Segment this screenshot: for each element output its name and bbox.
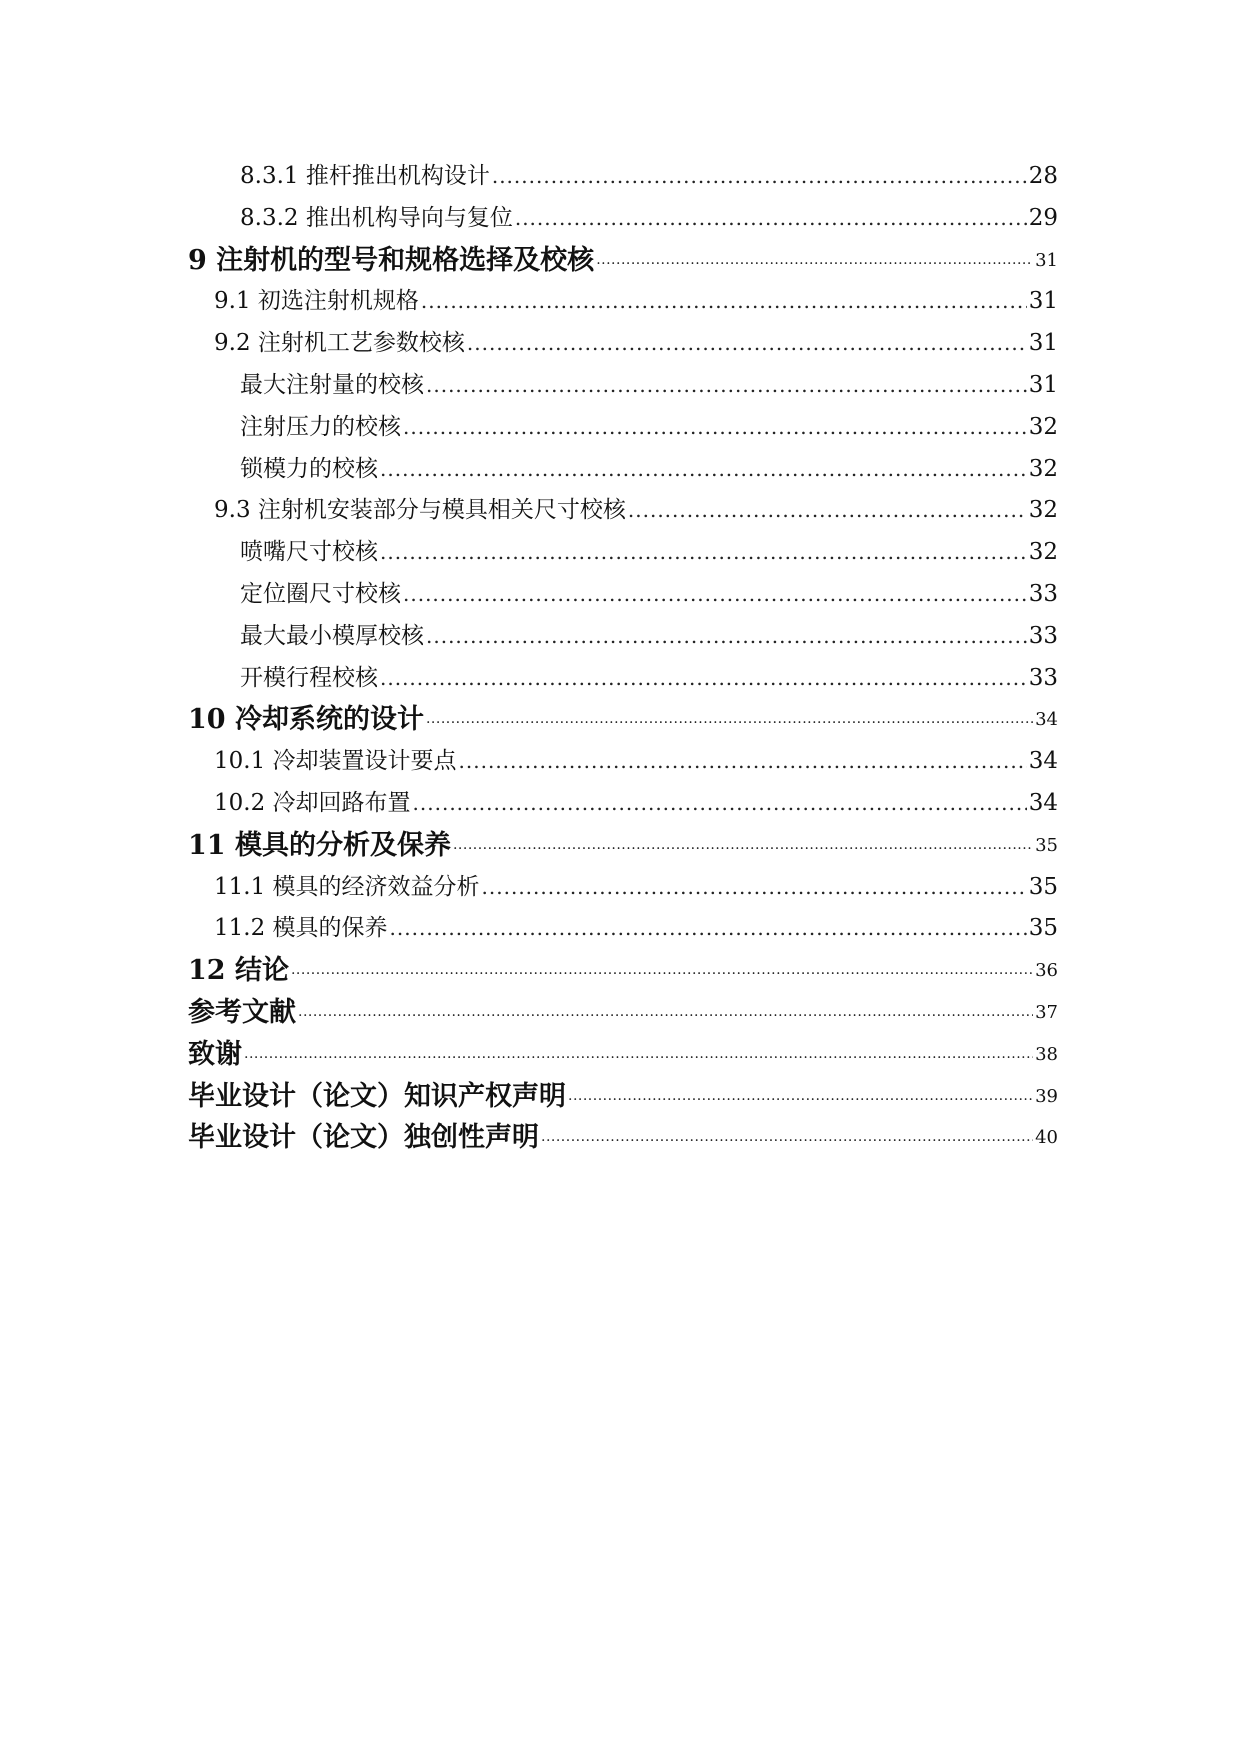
toc-chapter-entry[interactable]	[188, 1076, 1058, 1118]
toc-section-entry[interactable]	[188, 867, 1058, 909]
toc-page-number: 33	[1028, 664, 1058, 691]
toc-chapter-entry[interactable]	[188, 992, 1058, 1034]
toc-section-label: 9.1 初选注射机规格	[214, 288, 419, 315]
toc-chapter-label: 参考文献	[188, 996, 296, 1028]
dot-leader	[380, 532, 1027, 574]
dot-leader	[390, 908, 1027, 950]
toc-entry-label: 注射压力的校核	[240, 413, 401, 440]
toc-page-number: 32	[1028, 539, 1058, 566]
toc-entry-label: 喷嘴尺寸校核	[240, 539, 378, 566]
dot-leader	[413, 783, 1027, 825]
dot-leader	[403, 407, 1027, 449]
toc-page-number: 35	[1028, 873, 1058, 900]
dot-leader	[244, 1034, 1033, 1076]
toc-page-number: 34	[1035, 709, 1058, 731]
dot-leader	[426, 616, 1027, 658]
toc-section-entry[interactable]	[188, 281, 1058, 323]
toc-entry-label: 最大注射量的校核	[240, 371, 424, 398]
toc-page-number: 32	[1028, 413, 1058, 440]
dot-leader	[403, 574, 1027, 616]
toc-section-label: 10.2 冷却回路布置	[214, 789, 411, 816]
toc-page-number: 36	[1035, 960, 1058, 982]
toc-page-number: 28	[1028, 163, 1058, 189]
dot-leader	[568, 1076, 1033, 1118]
dot-leader	[492, 156, 1027, 198]
toc-page-number: 34	[1028, 748, 1058, 775]
toc-page-number: 32	[1028, 497, 1058, 524]
dot-leader	[482, 867, 1027, 909]
dot-leader	[467, 323, 1027, 365]
dot-leader	[380, 658, 1027, 700]
toc-page-number: 39	[1035, 1085, 1058, 1107]
dot-leader	[426, 699, 1033, 741]
toc-entry[interactable]	[188, 658, 1058, 700]
dot-leader	[541, 1117, 1033, 1159]
toc-entry[interactable]	[188, 365, 1058, 407]
toc-entry[interactable]	[188, 449, 1058, 491]
dot-leader	[380, 449, 1027, 491]
toc-section-label: 11.2 模具的保养	[214, 915, 388, 942]
toc-page-number: 31	[1028, 371, 1058, 398]
toc-chapter-label: 11 模具的分析及保养	[188, 829, 451, 861]
toc-entry-label: 开模行程校核	[240, 664, 378, 691]
toc-page-number: 31	[1028, 330, 1058, 357]
toc-page-number: 40	[1035, 1127, 1058, 1149]
toc-page-number: 35	[1035, 834, 1058, 856]
toc-chapter-entry[interactable]	[188, 1117, 1058, 1159]
toc-entry[interactable]	[188, 616, 1058, 658]
dot-leader	[426, 365, 1027, 407]
dot-leader	[515, 198, 1027, 240]
toc-section-label: 10.1 冷却装置设计要点	[214, 748, 457, 775]
toc-page-number: 35	[1028, 915, 1058, 942]
toc-page-number: 31	[1035, 249, 1058, 271]
dot-leader	[596, 240, 1033, 282]
toc-entry[interactable]	[188, 407, 1058, 449]
toc-chapter-label: 10 冷却系统的设计	[188, 704, 424, 736]
toc-chapter-entry[interactable]	[188, 950, 1058, 992]
toc-page-number: 34	[1028, 789, 1058, 816]
toc-chapter-entry[interactable]	[188, 699, 1058, 741]
toc-entry[interactable]	[188, 156, 1058, 198]
dot-leader	[298, 992, 1033, 1034]
dot-leader	[421, 281, 1027, 323]
toc-section-entry[interactable]	[188, 490, 1058, 532]
toc-chapter-label: 9 注射机的型号和规格选择及校核	[188, 244, 595, 276]
toc-entry-label: 定位圈尺寸校核	[240, 580, 401, 607]
toc-chapter-entry[interactable]	[188, 1034, 1058, 1076]
toc-section-entry[interactable]	[188, 783, 1058, 825]
toc-entry[interactable]	[188, 198, 1058, 240]
toc-section-label: 9.2 注射机工艺参数校核	[214, 330, 465, 357]
dot-leader	[628, 490, 1027, 532]
dot-leader	[453, 825, 1033, 867]
toc-entry-label: 锁模力的校核	[240, 455, 378, 482]
toc-page-number: 33	[1028, 580, 1058, 607]
toc-entry-label: 最大最小模厚校核	[240, 622, 424, 649]
toc-chapter-label: 12 结论	[188, 955, 289, 987]
dot-leader	[459, 741, 1027, 783]
toc-entry[interactable]	[188, 574, 1058, 616]
toc-page-number: 37	[1035, 1001, 1058, 1023]
toc-entry[interactable]	[188, 532, 1058, 574]
toc-page-number: 33	[1028, 622, 1058, 649]
toc-section-entry[interactable]	[188, 323, 1058, 365]
toc-entry-label: 8.3.2 推出机构导向与复位	[240, 204, 513, 231]
toc-chapter-label: 毕业设计（论文）知识产权声明	[188, 1080, 566, 1112]
toc-chapter-label: 毕业设计（论文）独创性声明	[188, 1122, 539, 1154]
toc-section-entry[interactable]	[188, 741, 1058, 783]
toc-section-label: 11.1 模具的经济效益分析	[214, 873, 480, 900]
dot-leader	[291, 950, 1033, 992]
toc-chapter-label: 致谢	[188, 1038, 242, 1070]
toc-section-entry[interactable]	[188, 908, 1058, 950]
toc-chapter-entry[interactable]	[188, 240, 1058, 282]
toc-page-number: 32	[1028, 455, 1058, 482]
toc-page-number: 29	[1028, 204, 1058, 231]
toc-chapter-entry[interactable]	[188, 825, 1058, 867]
toc-page-number: 38	[1035, 1043, 1058, 1065]
toc-entry-label: 8.3.1 推杆推出机构设计	[240, 163, 490, 189]
table-of-contents	[188, 156, 1058, 1159]
toc-page-number: 31	[1028, 288, 1058, 315]
toc-section-label: 9.3 注射机安装部分与模具相关尺寸校核	[214, 497, 626, 524]
